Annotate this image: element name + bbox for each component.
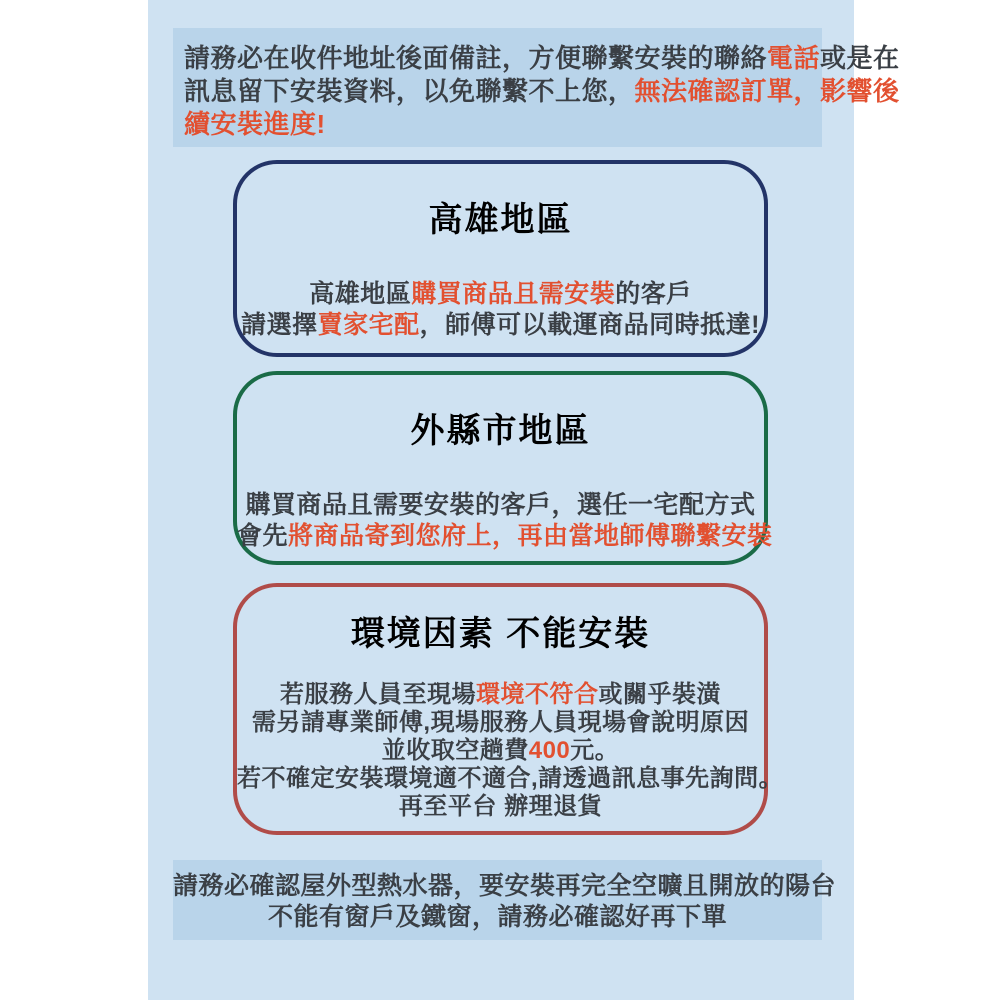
text-line: 續安裝進度! xyxy=(184,109,326,139)
text-line: 高雄地區購買商品且需安裝的客戶 xyxy=(309,280,692,308)
top-notice-panel xyxy=(173,28,900,147)
text-line: 並收取空趟費400元。 xyxy=(381,737,620,764)
bottom-notice-panel xyxy=(173,860,837,940)
environment-body xyxy=(237,681,784,821)
environment-box xyxy=(233,583,784,835)
text-line: 訊息留下安裝資料，以免聯繫不上您，無法確認訂單，影響後 xyxy=(184,76,900,106)
environment-title: 環境因素 不能安裝 xyxy=(350,615,651,653)
text-line: 請務必在收件地址後面備註，方便聯繫安裝的聯絡電話或是在 xyxy=(184,43,900,73)
other-counties-body xyxy=(237,490,773,552)
text-line: 若不確定安裝環境適不適合,請透過訊息事先詢問。 xyxy=(237,765,784,792)
kaohsiung-area-box xyxy=(233,160,768,357)
text-line: 請務必確認屋外型熱水器，要安裝再完全空曠且開放的陽台 xyxy=(173,872,837,900)
text-line: 不能有窗戶及鐵窗，請務必確認好再下單 xyxy=(267,903,727,931)
kaohsiung-area-body xyxy=(237,279,764,341)
text-line: 再至平台 辦理退貨 xyxy=(398,793,603,820)
text-line: 若服務人員至現場環境不符合或關乎裝潢 xyxy=(280,681,721,708)
other-counties-box xyxy=(233,371,773,565)
kaohsiung-area-title: 高雄地區 xyxy=(428,201,573,239)
text-line: 請選擇賣家宅配，師傅可以載運商品同時抵達! xyxy=(241,311,760,339)
other-counties-title: 外縣市地區 xyxy=(410,412,591,450)
text-line: 購買商品且需要安裝的客戶，選任一宅配方式 xyxy=(245,491,756,519)
text-line: 會先將商品寄到您府上，再由當地師傅聯繫安裝 xyxy=(237,522,773,550)
text-line: 需另請專業師傅,現場服務人員現場會說明原因 xyxy=(251,709,750,736)
